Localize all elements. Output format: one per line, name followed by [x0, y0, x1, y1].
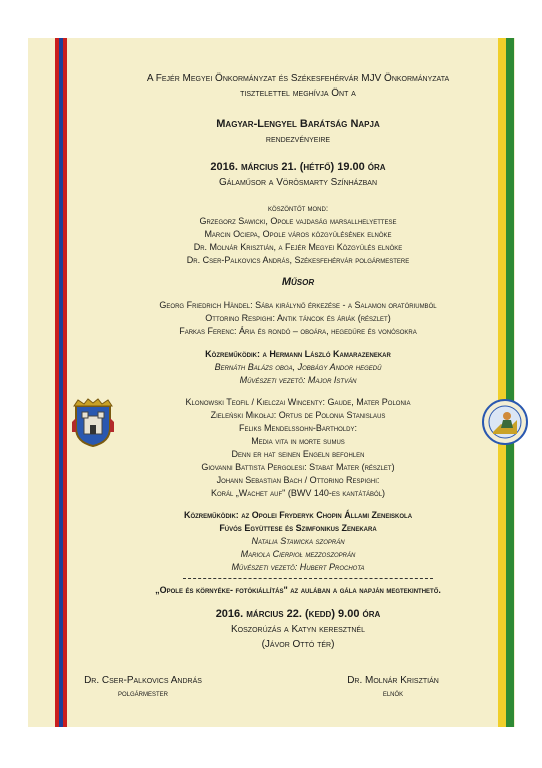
event-title: Magyar-Lengyel Barátság Napja [216, 118, 380, 130]
program-item-9: Giovanni Battista Pergolesi: Stabat Mater (részlet) [201, 462, 395, 472]
program-item-10: Johann Sebastian Bach / Ottorino Respighi: [216, 475, 380, 485]
signature-chair-role: elnök [382, 689, 404, 698]
program-heading: Műsor [281, 276, 315, 288]
program-item-4: Klonowski Teofil / Kielczai Wincenty: Gaude, Mater Polonia [185, 397, 411, 407]
event-date-2: 2016. március 22. (kedd) 9.00 óra [215, 608, 381, 620]
signature-chair-name: Dr. Molnár Krisztián [347, 675, 439, 686]
performer-1: Közreműködik: a Hermann László Kamarazenekar [205, 349, 391, 359]
performer-2-detail-2: Mariola Cierpioł mezzoszoprán [240, 549, 356, 559]
header-line-1: A Fejér Megyei Önkormányzat és Székesfehérvár MJV Önkormányzata [146, 73, 450, 84]
signature-mayor-role: polgármester [117, 689, 168, 698]
program-item-3: Farkas Ferenc: Ária és rondó – oboára, hegedűre és vonósokra [179, 326, 417, 336]
speaker-1: Grzegorz Sawicki, Opole vajdaság marsallhelyettese [199, 216, 397, 226]
speaker-4: Dr. Cser-Palkovics András, Székesfehérvár polgármestere [186, 255, 410, 265]
performer-1-detail-2: Művészeti vezető: Major István [239, 375, 357, 385]
signature-mayor [68, 675, 218, 698]
exhibition-note: „Opole és környéke- fotókiállítás" az aulában a gála napján megtekinthető. [155, 585, 441, 595]
speaker-2: Marcin Ociepa, Opole város közgyűlésének elnöke [204, 229, 392, 239]
performer-2-line-2: Fúvós Együttese és Szimfonikus Zenekara [219, 523, 377, 533]
right-green-stripe-2 [510, 38, 514, 727]
signature-mayor-name: Dr. Cser-Palkovics András [84, 675, 202, 686]
program-item-6: Feliks Mendelssohn-Bartholdy: [239, 423, 357, 433]
event-2-line-1: Koszorúzás a Katyn keresztnél [231, 624, 365, 635]
greetings-heading: köszöntőt mond: [267, 204, 329, 213]
performer-2-detail-1: Natalia Stawicka szoprán [251, 536, 345, 546]
invitation-card [28, 38, 515, 727]
signature-chair [318, 675, 468, 698]
program-item-7: Media vita in morte sumus [251, 436, 345, 446]
program-item-11: Korál „Wachet auf" (BWV 140-es kantátából) [210, 488, 386, 498]
program-item-1: Georg Friedrich Händel: Sába királynő érkezése - a Salamon oratóriumból [159, 300, 437, 310]
event-2-line-2: (Jávor Ottó tér) [261, 639, 335, 650]
speaker-3: Dr. Molnár Krisztián, a Fejér Megyei Közgyűlés elnöke [193, 242, 403, 252]
event-date-1: 2016. március 21. (hétfő) 19.00 óra [210, 161, 386, 173]
left-red-stripe-2 [63, 38, 67, 727]
program-item-2: Ottorino Respighi: Antik táncok és áriák (részlet) [205, 313, 391, 323]
section-divider [183, 578, 433, 579]
performer-2-detail-3: Művészeti vezető: Hubert Prochota [231, 562, 365, 572]
program-item-8: Denn er hat seinen Engeln befohlen [231, 449, 365, 459]
performer-2-line-1: Közreműködik: az Opolei Fryderyk Chopin Állami Zeneiskola [183, 510, 413, 520]
event-venue-1: Gálaműsor a Vörösmarty Színházban [218, 177, 378, 188]
event-subtitle: rendezvényeire [265, 134, 331, 145]
performer-1-detail-1: Bernáth Balázs oboa, Jobbágy Andor hegedű [214, 362, 382, 372]
program-item-5: Zieleński Mikołaj: Ortus de Polonia Stanislaus [210, 410, 386, 420]
header-line-2: tisztelettel meghívja Önt a [240, 88, 356, 99]
